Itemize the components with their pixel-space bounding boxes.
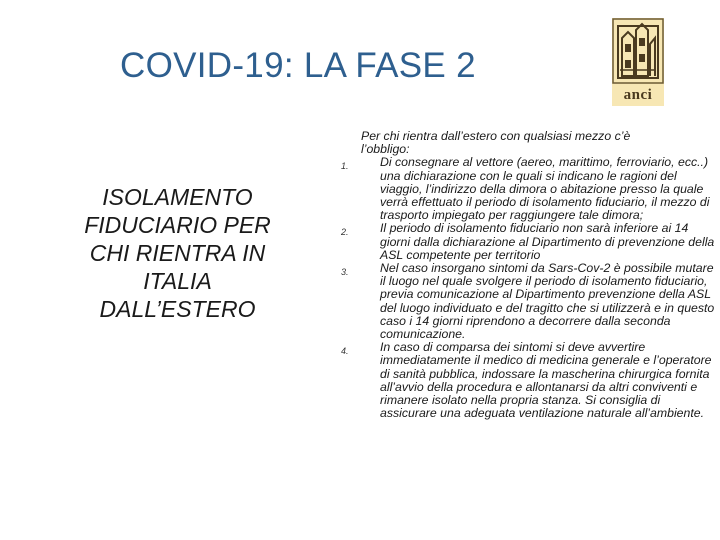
list-item-text: In caso di comparsa dei sintomi si deve avvertire immediatamente il medico di medicina generale e l’operatore di sanità pubblica, indossare la mascherina chirurgica fornita all’avvio della procedura e allontanarsi da altri conviventi e rimanere isolato nella propria stanza. Si consiglia di assicurare una adeguata ventilazione naturale all’ambiente.: [380, 340, 712, 421]
body-text: [336, 130, 716, 420]
list-item-number: 4.: [341, 346, 349, 357]
list-item: [336, 262, 716, 341]
heading-line: CHI RIENTRA IN: [89, 240, 266, 266]
list-item: [336, 156, 716, 222]
logo-text: anci: [623, 87, 653, 103]
heading-line: FIDUCIARIO PER: [84, 212, 271, 238]
list-item-text: Nel caso insorgano sintomi da Sars-Cov-2 è possibile mutare il luogo nel quale svolgere il periodo di isolamento fiduciario, previa comunicazione al Dipartimento prevenzione della ASL del luogo individuato e del tragitto che si utilizzerà e in questo caso i 14 giorni riprendono a decorrere dalla seconda comunicazione.: [380, 261, 715, 342]
list-item-number: 3.: [341, 267, 349, 278]
heading-line: ISOLAMENTO: [102, 184, 253, 210]
anci-logo: [612, 18, 664, 106]
list-item-text: Di consegnare al vettore (aereo, marittimo, ferroviario, ecc..) una dichiarazione con le quali si indicano le ragioni del viaggio, l’indirizzo della dimora o abitazione presso la quale verrà effettuato il periodo di isolamento fiduciario, il mezzo di trasporto impiegato per raggiungere tale dimora;: [380, 155, 710, 223]
list-item-text: Il periodo di isolamento fiduciario non sarà inferiore ai 14 giorni dalla dichiarazione al Dipartimento di prevenzione della ASL competente per territorio: [380, 221, 715, 262]
slide-title: COVID-19: LA FASE 2: [120, 46, 476, 85]
list-item-number: 1.: [341, 161, 349, 172]
heading-line: ITALIA: [143, 268, 212, 294]
heading-line: DALL’ESTERO: [99, 296, 256, 322]
intro-paragraph: Per chi rientra dall’estero con qualsiasi mezzo c’è l’obbligo:: [361, 129, 631, 157]
section-heading: [40, 183, 315, 323]
list-item: [336, 222, 716, 262]
anci-emblem-icon: [612, 18, 664, 84]
list-item: [336, 341, 716, 420]
list-item-number: 2.: [341, 227, 349, 238]
